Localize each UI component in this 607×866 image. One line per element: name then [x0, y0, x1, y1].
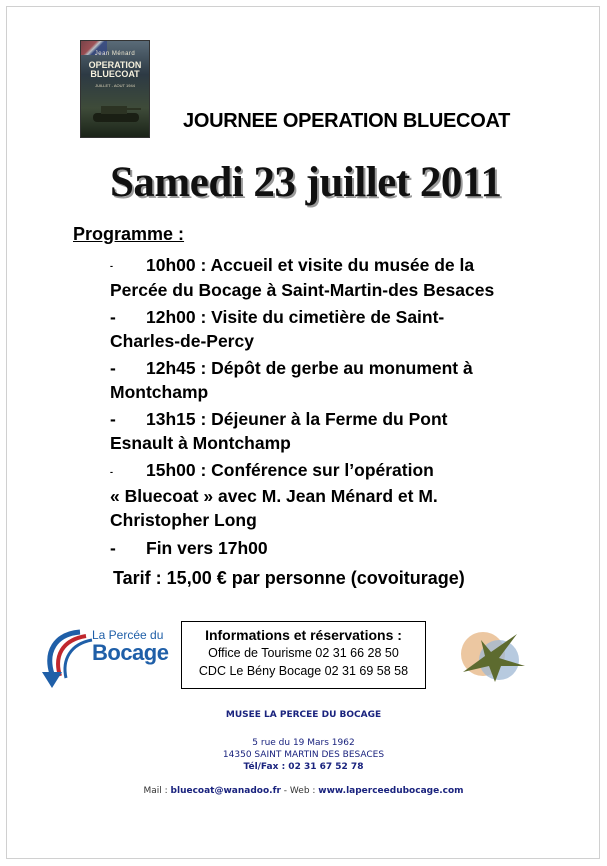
programme-item — [110, 458, 530, 531]
list-dash: - — [110, 307, 116, 328]
list-dash: - — [110, 537, 116, 558]
cover-title-line2: BLUECOAT — [90, 69, 140, 79]
programme-label: Programme : — [73, 224, 185, 244]
contact-line — [0, 786, 607, 796]
programme-item — [110, 253, 530, 302]
programme-item-line: 12h45 : Dépôt de gerbe au monument à — [146, 358, 473, 379]
book-cover-image — [80, 40, 150, 138]
tank-icon — [89, 101, 143, 125]
programme-item — [110, 536, 530, 560]
list-dash: - — [110, 261, 113, 272]
programme-item-line: Charles-de-Percy — [110, 331, 254, 352]
programme-item — [110, 407, 530, 455]
programme-item-line: 12h00 : Visite du cimetière de Saint- — [146, 307, 445, 328]
list-dash: - — [110, 466, 113, 477]
percee-du-bocage-logo — [40, 622, 169, 692]
web-link[interactable]: www.laperceedubocage.com — [318, 786, 464, 796]
programme-item-line: 15h00 : Conférence sur l’opération — [146, 460, 434, 481]
cover-subtitle: JUILLET - AOUT 1944 — [95, 83, 135, 88]
address-street: 5 rue du 19 Mars 1962 — [252, 738, 355, 748]
museum-address — [0, 737, 607, 773]
mail-link[interactable]: bluecoat@wanadoo.fr — [170, 786, 281, 796]
programme-item-line: 10h00 : Accueil et visite du musée de la — [146, 255, 475, 275]
programme-list — [110, 253, 530, 563]
address-city: 14350 SAINT MARTIN DES BESACES — [222, 750, 385, 760]
list-dash: - — [110, 358, 116, 379]
museum-phone: Tél/Fax : 02 31 67 52 78 — [243, 762, 364, 772]
logo-text-line2: Bocage — [92, 640, 169, 665]
price-line: Tarif : 15,00 € par personne (covoiturage) — [113, 568, 465, 588]
programme-item-line: Fin vers 17h00 — [146, 537, 268, 558]
logo-text-line1: La Percée du — [92, 628, 164, 642]
programme-item-line: Esnault à Montchamp — [110, 433, 291, 454]
web-separator: - Web : — [280, 786, 319, 796]
logo-arrow-icon — [40, 622, 100, 692]
plane-silhouette-image — [455, 626, 535, 686]
programme-item-line: Percée du Bocage à Saint-Martin-des Besaces — [110, 280, 495, 301]
info-phone-office: Office de Tourisme 02 31 66 28 50 — [208, 646, 399, 660]
cover-title-line1: OPERATION — [88, 60, 142, 70]
programme-item — [110, 305, 530, 353]
programme-item-line: 13h15 : Déjeuner à la Ferme du Pont — [146, 409, 448, 430]
info-phone-cdc: CDC Le Bény Bocage 02 31 69 58 58 — [198, 664, 409, 678]
museum-name: MUSEE LA PERCEE DU BOCAGE — [225, 710, 382, 720]
programme-item-line: Montchamp — [110, 382, 209, 403]
list-dash: - — [110, 409, 116, 430]
programme-item — [110, 356, 530, 404]
programme-item-line: « Bluecoat » avec M. Jean Ménard et M. — [110, 485, 438, 506]
programme-item-line: Christopher Long — [110, 509, 257, 530]
event-title: JOURNEE OPERATION BLUECOAT — [183, 110, 511, 132]
cover-title — [81, 61, 149, 79]
event-date: Samedi 23 juillet 2011 — [110, 159, 502, 206]
info-title: Informations et réservations : — [205, 627, 402, 643]
mail-label: Mail : — [143, 786, 168, 796]
cover-author: Jean Ménard — [94, 51, 136, 57]
info-box — [181, 621, 426, 689]
